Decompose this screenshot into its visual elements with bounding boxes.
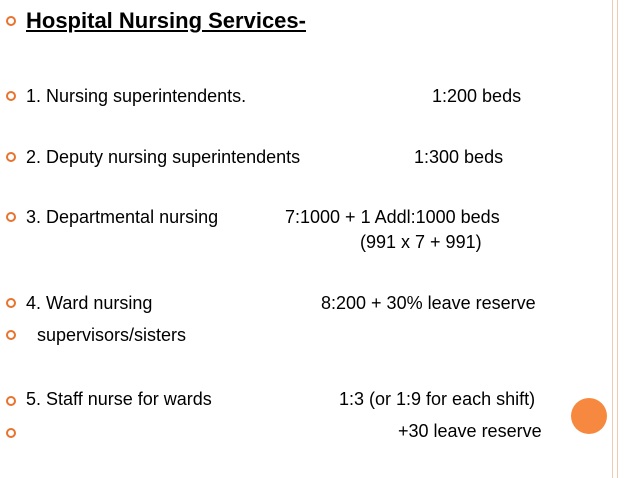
row-label: 5. Staff nurse for wards xyxy=(26,389,212,409)
row-value: 1:200 beds xyxy=(432,86,522,106)
row-value: 1:300 beds xyxy=(414,147,504,167)
bullet-icon xyxy=(6,152,16,162)
bullet-icon xyxy=(6,212,16,222)
row-value: 7:1000 + 1 Addl:1000 beds xyxy=(285,207,500,227)
decorative-circle xyxy=(571,398,607,434)
row-value: 8:200 + 30% leave reserve xyxy=(321,293,536,313)
bullet-icon xyxy=(6,16,16,26)
row-label: 4. Ward nursing xyxy=(26,293,153,313)
decorative-rule-inner xyxy=(617,0,618,478)
row-value: +30 leave reserve xyxy=(398,421,542,441)
bullet-icon xyxy=(6,330,16,340)
decorative-rule-outer xyxy=(612,0,613,478)
bullet-icon xyxy=(6,396,16,406)
row-label: 2. Deputy nursing superintendents xyxy=(26,147,301,167)
row-label: 3. Departmental nursing xyxy=(26,207,219,227)
row-value: 1:3 (or 1:9 for each shift) xyxy=(339,389,536,409)
bullet-icon xyxy=(6,298,16,308)
row-value-secondary: (991 x 7 + 991) xyxy=(360,232,482,252)
row-label: supervisors/sisters xyxy=(37,325,187,345)
bullet-icon xyxy=(6,91,16,101)
row-label: 1. Nursing superintendents. xyxy=(26,86,247,106)
slide-title: Hospital Nursing Services- xyxy=(26,8,306,33)
bullet-icon xyxy=(6,428,16,438)
